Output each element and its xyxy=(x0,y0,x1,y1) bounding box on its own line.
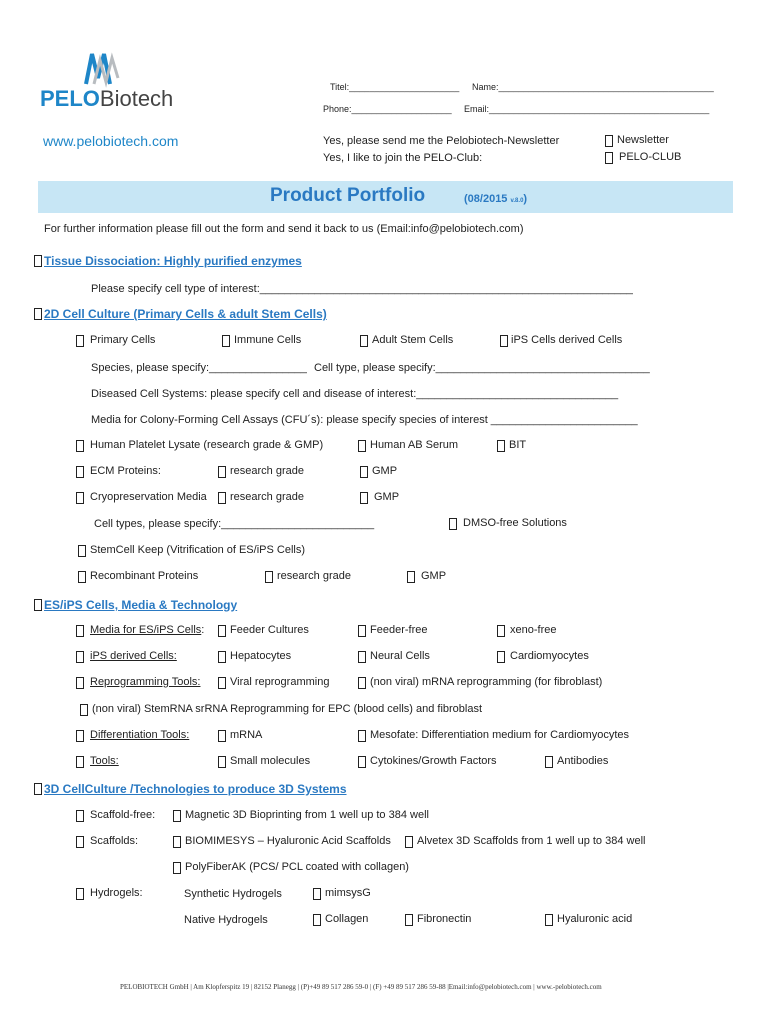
checkbox[interactable] xyxy=(360,466,368,478)
phone-field[interactable]: Phone:____________________ xyxy=(323,104,452,114)
website-link[interactable]: www.pelobiotech.com xyxy=(43,133,179,149)
option-label: xeno-free xyxy=(510,624,557,636)
option-label: StemCell Keep (Vitrification of ES/iPS Cells) xyxy=(90,544,305,556)
checkbox[interactable] xyxy=(173,836,181,848)
checkbox[interactable] xyxy=(76,677,84,689)
option-label: Mesofate: Differentiation medium for Cardiomyocytes xyxy=(370,729,630,741)
option-label: research grade xyxy=(230,491,304,503)
option-label: PolyFiberAK (PCS/ PCL coated with collagen) xyxy=(185,861,409,873)
page-title: Product Portfolio xyxy=(270,185,426,206)
checkbox[interactable] xyxy=(545,756,553,768)
checkbox[interactable] xyxy=(449,518,457,530)
option-label: iPS derived Cells: xyxy=(90,650,177,662)
option-label: Immune Cells xyxy=(234,334,302,346)
option-label: (non viral) StemRNA srRNA Reprogramming for EPC (blood cells) and fibroblast xyxy=(92,703,483,715)
title-band xyxy=(38,181,733,213)
option-label: Antibodies xyxy=(557,755,609,767)
checkbox[interactable] xyxy=(34,308,42,320)
title-date-text: (08/2015 xyxy=(464,193,508,205)
company-logo xyxy=(40,48,190,112)
footer-text: PELOBIOTECH GmbH | Am Klopferspitz 19 | 82152 Planegg | (P)+49 89 517 286 59-0 | (F) +49 89 517 286 59-88 |Email:info@pelobiotech.com | www.-pelobiotech.com xyxy=(120,983,602,991)
checkbox[interactable] xyxy=(218,730,226,742)
option-label: Small molecules xyxy=(230,755,311,767)
checkbox[interactable] xyxy=(605,135,613,147)
club-request: Yes, I like to join the PELO-Club: xyxy=(323,152,483,164)
checkbox[interactable] xyxy=(76,440,84,452)
checkbox[interactable] xyxy=(358,730,366,742)
section-label: Tissue Dissociation: Highly purified enzymes xyxy=(44,254,302,268)
option-label: Cryopreservation Media xyxy=(90,491,207,503)
option-label: Differentiation Tools: xyxy=(90,729,190,741)
checkbox[interactable] xyxy=(497,440,505,452)
option-label: Reprogramming Tools: xyxy=(90,676,201,688)
checkbox[interactable] xyxy=(76,888,84,900)
checkbox[interactable] xyxy=(497,651,505,663)
checkbox[interactable] xyxy=(218,756,226,768)
checkbox[interactable] xyxy=(218,492,226,504)
option-label: Hyaluronic acid xyxy=(557,913,633,925)
checkbox[interactable] xyxy=(358,756,366,768)
checkbox[interactable] xyxy=(173,810,181,822)
option-label: Scaffolds: xyxy=(90,835,139,847)
section-label: 2D Cell Culture (Primary Cells & adult Stem Cells) xyxy=(44,307,327,321)
checkbox[interactable] xyxy=(358,677,366,689)
checkbox[interactable] xyxy=(405,836,413,848)
logo-mark-icon xyxy=(82,48,122,88)
checkbox[interactable] xyxy=(358,625,366,637)
section-tissue-heading[interactable] xyxy=(34,254,302,268)
checkbox[interactable] xyxy=(76,756,84,768)
checkbox[interactable] xyxy=(358,440,366,452)
logo-text-light: Biotech xyxy=(99,86,174,111)
checkbox[interactable] xyxy=(407,571,415,583)
cfu-field[interactable]: Media for Colony-Forming Cell Assays (CFU´s): please specify species of interest ________________________ xyxy=(91,414,638,426)
section-2d-heading[interactable] xyxy=(34,307,327,321)
newsletter-request: Yes, please send me the Pelobiotech-Newsletter xyxy=(323,135,560,147)
synthetic-hydrogels-label: Synthetic Hydrogels xyxy=(184,888,282,900)
option-label: research grade xyxy=(230,465,304,477)
option-label: Viral reprogramming xyxy=(230,676,330,688)
option-label: Feeder Cultures xyxy=(230,624,309,636)
option-label: Magnetic 3D Bioprinting from 1 well up to 384 well xyxy=(185,809,429,821)
section-3d-heading[interactable] xyxy=(34,782,347,796)
section-es-ips-heading[interactable] xyxy=(34,598,237,612)
checkbox[interactable] xyxy=(360,335,368,347)
option-label: Hepatocytes xyxy=(230,650,292,662)
checkbox[interactable] xyxy=(358,651,366,663)
checkbox[interactable] xyxy=(76,836,84,848)
option-label: research grade xyxy=(277,570,351,582)
option-label: DMSO-free Solutions xyxy=(463,517,567,529)
newsletter-label: Newsletter xyxy=(617,134,669,146)
checkbox[interactable] xyxy=(76,466,84,478)
checkbox[interactable] xyxy=(34,255,42,267)
title-close: ) xyxy=(523,193,528,205)
checkbox[interactable] xyxy=(497,625,505,637)
checkbox[interactable] xyxy=(545,914,553,926)
option-label: (non viral) mRNA reprogramming (for fibroblast) xyxy=(370,676,603,688)
checkbox[interactable] xyxy=(76,810,84,822)
checkbox[interactable] xyxy=(76,335,84,347)
checkbox[interactable] xyxy=(78,545,86,557)
cell-types-field[interactable]: Cell types, please specify:_________________________ xyxy=(94,518,375,530)
checkbox[interactable] xyxy=(218,466,226,478)
celltype-field[interactable]: Cell type, please specify:___________________________________ xyxy=(314,362,650,374)
diseased-field[interactable]: Diseased Cell Systems: please specify cell and disease of interest:_________________________________ xyxy=(91,388,619,400)
species-field[interactable]: Species, please specify:________________ xyxy=(91,362,307,374)
option-label: BIOMIMESYS – Hyaluronic Acid Scaffolds xyxy=(185,835,391,847)
checkbox[interactable] xyxy=(78,571,86,583)
option-label: BIT xyxy=(509,439,527,451)
checkbox[interactable] xyxy=(218,677,226,689)
checkbox[interactable] xyxy=(360,492,368,504)
logo-text-bold: PELO xyxy=(40,86,100,111)
option-label: Scaffold-free: xyxy=(90,809,156,821)
option-label: Cytokines/Growth Factors xyxy=(370,755,497,767)
checkbox[interactable] xyxy=(76,730,84,742)
option-label: Recombinant Proteins xyxy=(90,570,199,582)
option-label: GMP xyxy=(374,491,400,503)
club-label: PELO-CLUB xyxy=(619,151,682,163)
checkbox[interactable] xyxy=(76,492,84,504)
checkbox[interactable] xyxy=(265,571,273,583)
option-label: Feeder-free xyxy=(370,624,428,636)
option-label: mimsysG xyxy=(325,887,371,899)
email-field[interactable]: Email:____________________________________________ xyxy=(464,104,710,114)
intro-text: For further information please fill out the form and send it back to us (Email:info@pelobiotech.com) xyxy=(44,223,524,235)
option-label: Fibronectin xyxy=(417,913,472,925)
checkbox[interactable] xyxy=(34,783,42,795)
checkbox[interactable] xyxy=(218,625,226,637)
titel-field[interactable]: Titel:______________________ xyxy=(330,82,460,92)
title-date xyxy=(464,193,527,205)
checkbox[interactable] xyxy=(313,888,321,900)
option-label: Primary Cells xyxy=(90,334,156,346)
option-label: Alvetex 3D Scaffolds from 1 well up to 384 well xyxy=(417,835,646,847)
title-version: v.8.0 xyxy=(510,198,524,204)
native-hydrogels-label: Native Hydrogels xyxy=(184,914,268,926)
checkbox[interactable] xyxy=(218,651,226,663)
section-label: ES/iPS Cells, Media & Technology xyxy=(44,598,238,612)
checkbox[interactable] xyxy=(405,914,413,926)
option-label: Neural Cells xyxy=(370,650,430,662)
option-label: iPS Cells derived Cells xyxy=(511,334,623,346)
option-label: Hydrogels: xyxy=(90,887,143,899)
option-label: Adult Stem Cells xyxy=(372,334,454,346)
name-field[interactable]: Name:___________________________________________ xyxy=(472,82,714,92)
checkbox[interactable] xyxy=(76,651,84,663)
checkbox[interactable] xyxy=(173,862,181,874)
checkbox[interactable] xyxy=(313,914,321,926)
checkbox[interactable] xyxy=(34,599,42,611)
checkbox[interactable] xyxy=(500,335,508,347)
option-label: Tools: xyxy=(90,755,119,767)
option-label: mRNA xyxy=(230,729,263,741)
option-label: ECM Proteins: xyxy=(90,465,161,477)
option-label: Human AB Serum xyxy=(370,439,459,451)
option-label: Cardiomyocytes xyxy=(510,650,589,662)
option-label: GMP xyxy=(372,465,398,477)
checkbox[interactable] xyxy=(605,152,613,164)
checkbox[interactable] xyxy=(80,704,88,716)
checkbox[interactable] xyxy=(222,335,230,347)
section-label: 3D CellCulture /Technologies to produce 3D Systems xyxy=(44,782,347,796)
option-label: GMP xyxy=(421,570,447,582)
option-label: Media for ES/iPS Cells xyxy=(90,624,202,636)
option-colon: : xyxy=(201,624,205,636)
option-label: Collagen xyxy=(325,913,369,925)
checkbox[interactable] xyxy=(76,625,84,637)
option-label: Human Platelet Lysate (research grade & GMP) xyxy=(90,439,324,451)
tissue-specify[interactable]: Please specify cell type of interest:_____________________________________________________________ xyxy=(91,283,633,295)
